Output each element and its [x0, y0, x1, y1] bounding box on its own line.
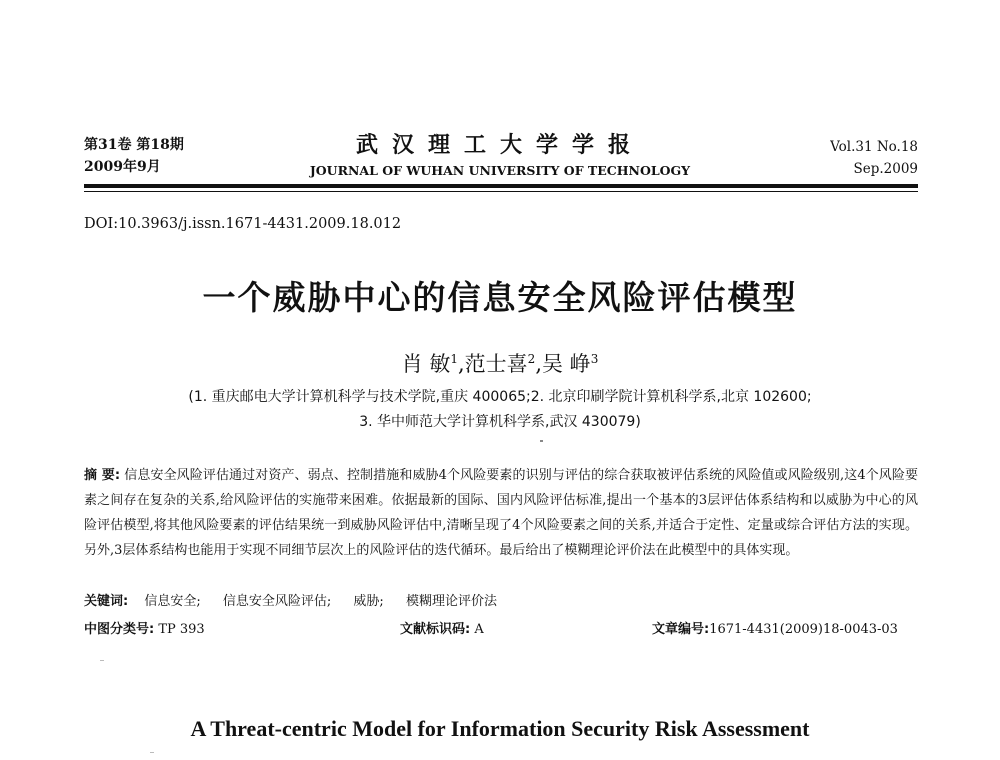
abstract	[84, 463, 918, 563]
header-left	[84, 134, 184, 178]
scan-speck	[150, 752, 154, 753]
volume-issue-cn: 第31卷 第18期	[84, 137, 184, 153]
author-name: 肖 敏	[401, 352, 451, 376]
scan-speck	[540, 440, 543, 442]
keywords-label: 关键词:	[84, 594, 129, 609]
document-code	[400, 618, 484, 637]
clc-value: TP 393	[158, 622, 205, 637]
date-en: Sep.2009	[853, 161, 918, 177]
author-separator: ,	[535, 352, 542, 376]
journal-masthead	[300, 128, 700, 178]
author-affil-mark: 1	[450, 352, 458, 366]
keyword-item: 信息安全风险评估;	[222, 594, 332, 609]
author-separator: ,	[457, 352, 465, 376]
article-number-value: 1671-4431(2009)18-0043-03	[709, 622, 898, 637]
author-name: 吴 峥	[542, 352, 591, 376]
abstract-text: 信息安全风险评估通过对资产、弱点、控制措施和威胁4个风险要素的识别与评估的综合获取被评估系统的风险值或风险级别,这4个风险要素之间存在复杂的关系,给风险评估的实施带来困难。依据最新的国际、国内风险评估标准,提出一个基本的3层评估体系结构和以威胁为中心的风险评估模型,将其他风险要素的评估结果统一到威胁风险评估中,清晰呈现了4个风险要素之间的关系,并适合于定性、定量或综合评估方法的实现。另外,3层体系结构也能用于实现不同细节层次上的风险评估的迭代循环。最后给出了模糊理论评价法在此模型中的具体实现。	[84, 468, 918, 558]
volume-issue-en: Vol.31 No.18	[830, 139, 918, 155]
journal-name-en: JOURNAL OF WUHAN UNIVERSITY OF TECHNOLOGY	[309, 163, 691, 178]
article-number-label: 文章编号:	[652, 622, 710, 637]
keywords	[84, 590, 515, 609]
author-affil-mark: 3	[590, 352, 599, 366]
document-code-value: A	[474, 622, 484, 637]
keyword-item: 信息安全;	[144, 594, 201, 609]
keyword-item: 威胁;	[353, 594, 384, 609]
author-name: 范士喜	[464, 352, 528, 376]
clc-label: 中图分类号:	[84, 622, 155, 637]
keyword-item: 模糊理论评价法	[405, 594, 497, 609]
affiliation-line-2: 3. 华中师范大学计算机科学系,武汉 430079)	[359, 414, 641, 430]
paper-title-cn: 一个威胁中心的信息安全风险评估模型	[202, 278, 798, 317]
scan-speck	[100, 660, 104, 661]
abstract-label: 摘 要:	[84, 468, 121, 483]
journal-name-cn: 武汉理工大学学报	[355, 132, 644, 158]
document-code-label: 文献标识码:	[400, 622, 471, 637]
doi: DOI:10.3963/j.issn.1671-4431.2009.18.012	[84, 216, 402, 232]
clc-number	[84, 618, 205, 637]
header-rule-thick	[84, 184, 918, 188]
date-cn: 2009年9月	[84, 159, 161, 175]
author-affil-mark: 2	[527, 352, 536, 366]
affiliation-line-1: (1. 重庆邮电大学计算机科学与技术学院,重庆 400065;2. 北京印刷学院计算机科学系,北京 102600;	[188, 389, 812, 405]
author-list	[80, 348, 920, 378]
header-right	[830, 136, 918, 180]
article-number	[652, 618, 898, 637]
header-rule-thin	[84, 191, 918, 192]
paper-title-en: A Threat-centric Model for Information Security Risk Assessment	[190, 716, 810, 741]
